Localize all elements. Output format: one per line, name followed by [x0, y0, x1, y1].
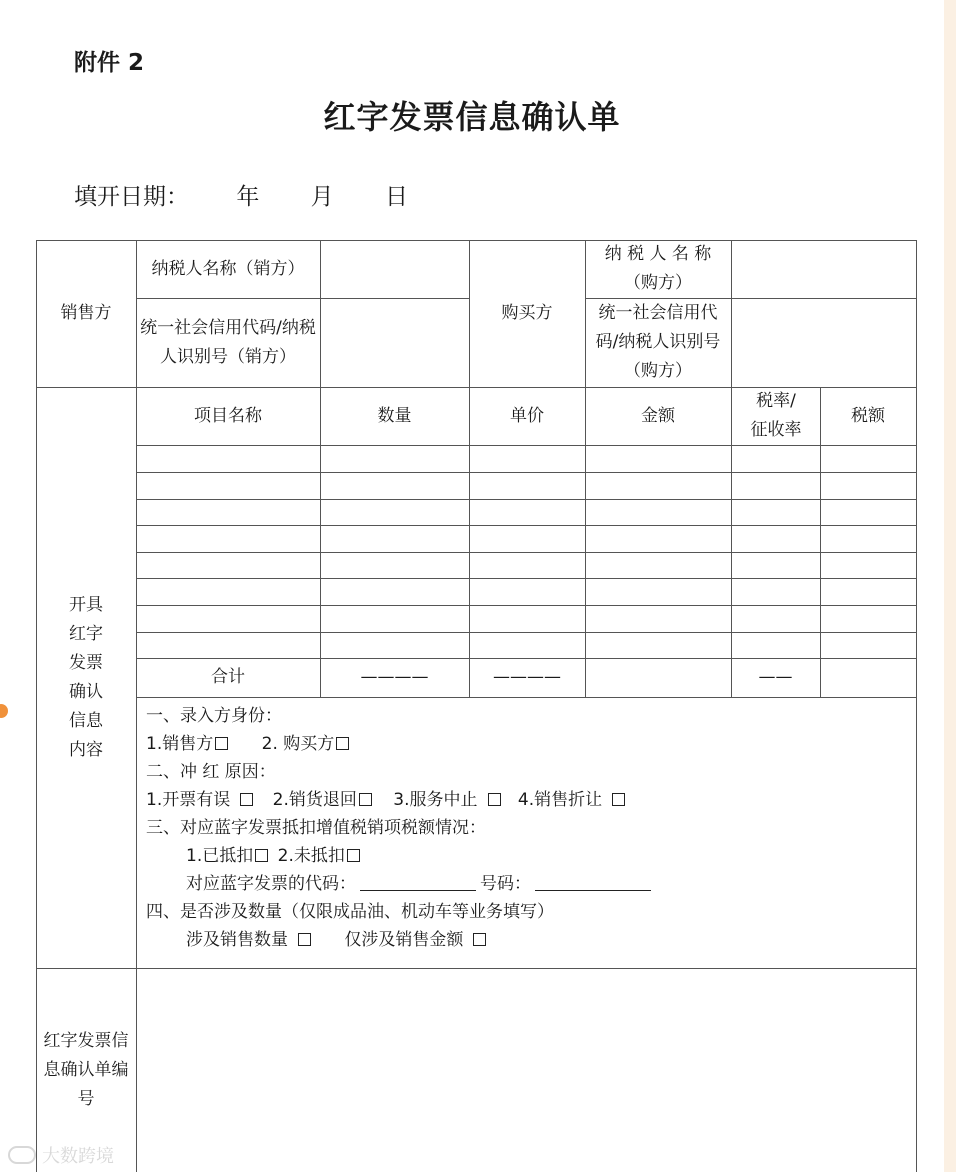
reason-option-1: 1.开票有误 — [146, 790, 231, 810]
reason-1-checkbox[interactable] — [240, 793, 253, 806]
identity-seller-checkbox[interactable] — [215, 737, 228, 750]
column-header-tax-amount: 税额 — [851, 405, 885, 426]
fill-date-row — [74, 178, 408, 211]
quantity-1-checkbox[interactable] — [298, 933, 311, 946]
quantity-2-checkbox[interactable] — [473, 933, 486, 946]
reason-option-2: 2.销货退回 — [272, 790, 357, 810]
watermark-text: 大数跨境 — [42, 1146, 114, 1167]
fill-date-label: 填开日期： — [74, 184, 189, 210]
total-tax-rate-dash: —— — [758, 667, 793, 687]
watermark-logo-icon — [8, 1146, 36, 1164]
column-header-unit-price: 单价 — [510, 405, 544, 426]
buyer-name-value[interactable] — [731, 240, 916, 298]
identity-option-seller: 1.销售方 — [146, 734, 214, 754]
identity-title: 一、录入方身份： — [146, 706, 282, 726]
deduction-option-2: 2.未抵扣 — [277, 846, 345, 866]
watermark — [8, 1142, 114, 1168]
deduction-title: 三、对应蓝字发票抵扣增值税销项税额情况： — [146, 818, 486, 838]
reason-3-checkbox[interactable] — [488, 793, 501, 806]
quantity-option-1: 涉及销售数量 — [186, 930, 288, 950]
confirmation-number-label: 红字发票信息确认单编号 — [43, 1030, 129, 1109]
reason-option-4: 4.销售折让 — [517, 790, 603, 810]
deduction-1-checkbox[interactable] — [255, 849, 268, 862]
seller-label: 销售方 — [60, 303, 112, 323]
blue-invoice-code-field[interactable] — [360, 874, 476, 891]
total-quantity-dash: ———— — [360, 667, 429, 687]
date-day-label: 日 — [384, 184, 408, 210]
identity-option-buyer: 2. 购买方 — [261, 734, 335, 754]
date-year-label: 年 — [236, 184, 260, 210]
seller-name-label: 纳税人名称（销方） — [151, 258, 305, 279]
deduction-option-1: 1.已抵扣 — [186, 846, 254, 866]
total-label: 合计 — [211, 667, 245, 687]
buyer-label: 购买方 — [501, 303, 553, 323]
column-header-tax-rate: 税率/征收率 — [750, 391, 802, 440]
seller-name-value[interactable] — [320, 240, 469, 298]
quantity-option-2: 仅涉及销售金额 — [344, 930, 464, 950]
form-title: 红字发票信息确认单 — [323, 98, 621, 136]
column-header-amount: 金额 — [641, 405, 675, 426]
reason-option-3: 3.服务中止 — [393, 790, 478, 810]
items-section-label: 开具红字发票确认信息内容 — [69, 594, 103, 760]
seller-code-label: 统一社会信用代码/纳税人识别号（销方） — [140, 317, 316, 367]
blue-invoice-code-label: 对应蓝字发票的代码： — [186, 874, 356, 894]
quantity-title: 四、是否涉及数量（仅限成品油、机动车等业务填写） — [146, 902, 554, 922]
annex-label: 附件 2 — [74, 50, 145, 76]
deduction-2-checkbox[interactable] — [347, 849, 360, 862]
column-header-item-name: 项目名称 — [194, 405, 262, 426]
identity-buyer-checkbox[interactable] — [336, 737, 349, 750]
reason-4-checkbox[interactable] — [612, 793, 625, 806]
date-month-label: 月 — [310, 184, 334, 210]
total-unit-price-dash: ———— — [493, 667, 561, 687]
blue-invoice-number-field[interactable] — [535, 874, 651, 891]
buyer-name-label: 纳 税 人 名 称（购方） — [604, 244, 712, 293]
buyer-code-value[interactable] — [731, 298, 916, 387]
confirmation-number-value[interactable] — [136, 968, 916, 1172]
buyer-code-label: 统一社会信用代码/纳税人识别号（购方） — [595, 303, 721, 381]
blue-invoice-number-label: 号码： — [480, 874, 531, 894]
seller-code-value[interactable] — [320, 298, 469, 387]
notes-section — [146, 702, 655, 954]
reason-2-checkbox[interactable] — [359, 793, 372, 806]
column-header-quantity: 数量 — [377, 405, 412, 426]
reason-title: 二、冲 红 原因： — [146, 762, 276, 782]
